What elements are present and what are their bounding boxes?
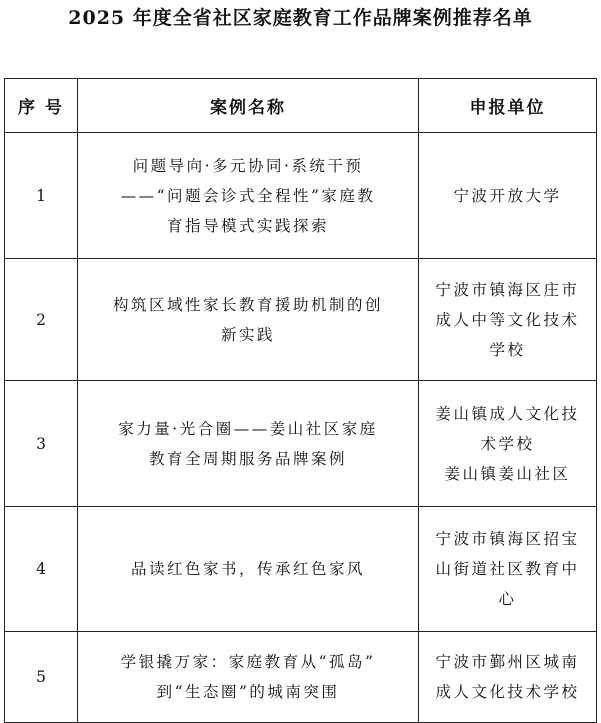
table-row bbox=[5, 632, 597, 723]
header-applicant-unit: 申报单位 bbox=[419, 79, 597, 133]
page-title: 2025 年度全省社区家庭教育工作品牌案例推荐名单 bbox=[68, 7, 533, 29]
case-name-line: 育指导模式实践探索 bbox=[166, 216, 329, 235]
table-row bbox=[5, 133, 597, 259]
serial-number-cell: 4 bbox=[5, 507, 78, 632]
case-name-cell bbox=[78, 507, 419, 632]
applicant-unit-line: 宁波市鄞州区城南 bbox=[435, 653, 580, 671]
case-name-line: ——“问题会诊式全程性”家庭教 bbox=[120, 186, 376, 205]
case-name-cell bbox=[78, 381, 419, 507]
case-list-table bbox=[4, 78, 597, 723]
applicant-unit-line: 学校 bbox=[489, 340, 526, 359]
applicant-unit-line: 姜山镇姜山社区 bbox=[444, 464, 571, 483]
case-name-line: 家力量·光合圈——姜山社区家庭 bbox=[118, 419, 378, 438]
table-row bbox=[5, 259, 597, 381]
applicant-unit-cell bbox=[419, 381, 597, 507]
table-row bbox=[5, 507, 597, 632]
header-case-name: 案例名称 bbox=[78, 79, 419, 133]
applicant-unit-line: 心 bbox=[498, 590, 517, 608]
applicant-unit-line: 成人文化技术学校 bbox=[435, 683, 580, 701]
serial-number-cell: 1 bbox=[5, 133, 78, 259]
applicant-unit-line: 成人中等文化技术 bbox=[435, 310, 580, 329]
case-name-cell bbox=[78, 259, 419, 381]
applicant-unit-line: 宁波市镇海区庄市 bbox=[435, 280, 580, 299]
applicant-unit-line: 宁波市镇海区招宝 bbox=[435, 530, 580, 548]
applicant-unit-line: 姜山镇成人文化技 bbox=[435, 404, 580, 423]
header-serial-number: 序 号 bbox=[5, 79, 78, 133]
applicant-unit-line: 术学校 bbox=[480, 434, 535, 453]
applicant-unit-cell bbox=[419, 507, 597, 632]
applicant-unit-cell bbox=[419, 133, 597, 259]
case-name-line: 到“生态圈”的城南突围 bbox=[156, 683, 340, 701]
case-name-line: 学银撬万家：家庭教育从“孤岛” bbox=[120, 653, 376, 671]
applicant-unit-line: 山街道社区教育中 bbox=[435, 560, 580, 578]
table-header-row bbox=[5, 79, 597, 133]
case-name-line: 教育全周期服务品牌案例 bbox=[148, 449, 347, 468]
serial-number-cell: 3 bbox=[5, 381, 78, 507]
serial-number-cell: 5 bbox=[5, 632, 78, 723]
case-name-line: 问题导向·多元协同·系统干预 bbox=[132, 156, 364, 175]
applicant-unit-cell bbox=[419, 259, 597, 381]
case-name-line: 新实践 bbox=[220, 325, 275, 344]
case-name-line: 构筑区域性家长教育援助机制的创 bbox=[112, 295, 383, 314]
case-name-cell bbox=[78, 133, 419, 259]
case-name-line: 品读红色家书，传承红色家风 bbox=[130, 560, 365, 578]
table-row bbox=[5, 381, 597, 507]
serial-number-cell: 2 bbox=[5, 259, 78, 381]
applicant-unit-line: 宁波开放大学 bbox=[453, 186, 562, 205]
applicant-unit-cell bbox=[419, 632, 597, 723]
case-name-cell bbox=[78, 632, 419, 723]
